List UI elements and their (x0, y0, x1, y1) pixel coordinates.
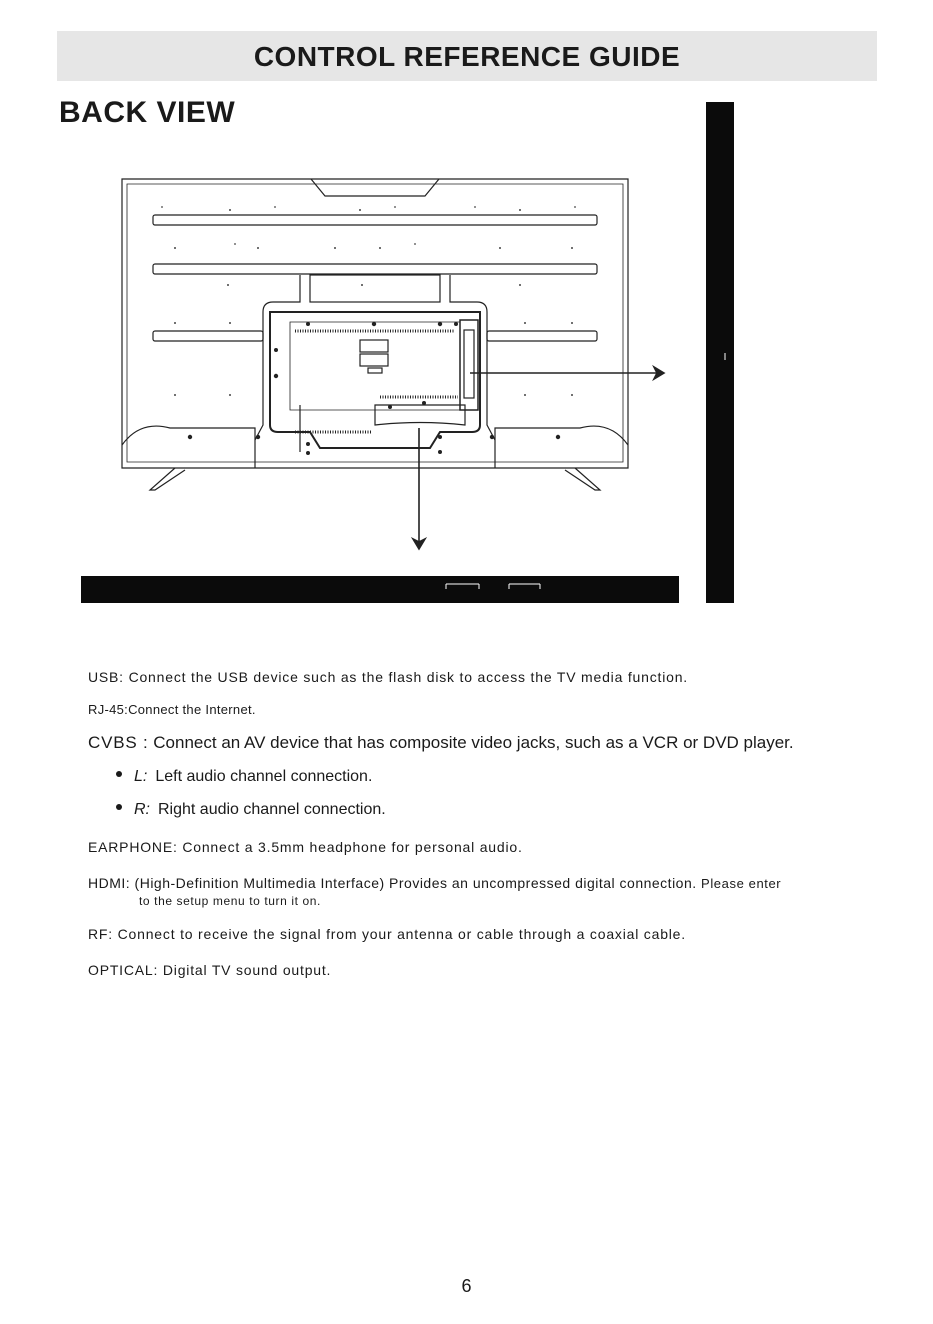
bar-bracket-marks (81, 576, 679, 603)
hdmi-extra-text: Please enter (701, 876, 782, 891)
left-audio-text: Left audio channel connection. (155, 768, 373, 785)
cvbs-text: Connect an AV device that has composite video jacks, such as a VCR or DVD player. (153, 733, 794, 752)
left-key: L: (134, 768, 148, 785)
connector-label-bar-side (706, 102, 734, 603)
rj45-description: RJ-45:Connect the Internet. (88, 702, 256, 717)
right-audio-text: Right audio channel connection. (158, 801, 386, 818)
cvbs-key: CVBS : (88, 733, 149, 752)
page-number: 6 (461, 1276, 472, 1296)
bar-side-mark (706, 102, 734, 603)
left-audio-item (116, 768, 372, 786)
tv-back-diagram (0, 0, 933, 620)
hdmi-text: HDMI: (High-Definition Multimedia Interface) Provides an uncompressed digital connection. (88, 875, 697, 891)
right-key: R: (134, 801, 150, 818)
bullet-icon (116, 804, 122, 810)
optical-description: OPTICAL: Digital TV sound output. (88, 962, 332, 978)
usb-description: USB: Connect the USB device such as the flash disk to access the TV media function. (88, 669, 688, 685)
bullet-icon (116, 771, 122, 777)
hdmi-continuation: to the setup menu to turn it on. (139, 894, 321, 908)
earphone-description: EARPHONE: Connect a 3.5mm headphone for personal audio. (88, 839, 523, 855)
page-title: CONTROL REFERENCE GUIDE (57, 31, 877, 81)
section-heading: BACK VIEW (59, 96, 236, 129)
right-audio-item (116, 801, 386, 819)
hdmi-description (88, 875, 781, 891)
cvbs-description (88, 733, 794, 753)
rf-description: RF: Connect to receive the signal from your antenna or cable through a coaxial cable. (88, 926, 686, 942)
connector-label-bar-bottom (81, 576, 679, 603)
